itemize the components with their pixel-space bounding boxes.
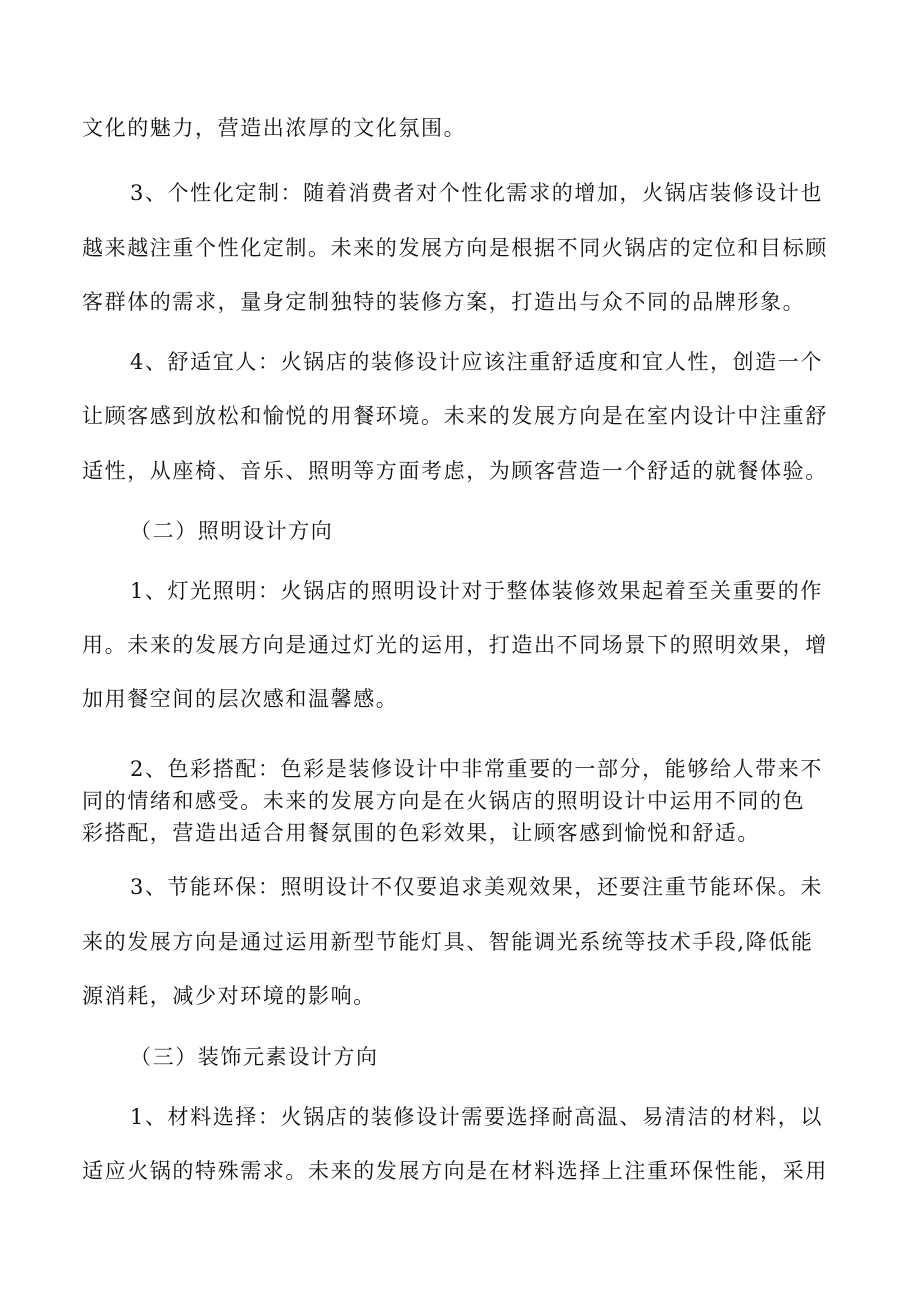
text-line: 3、个性化定制：随着消费者对个性化需求的增加，火锅店装修设计也 [130,181,823,205]
text-line: 客群体的需求，量身定制独特的装修方案，打造出与众不同的品牌形象。 [82,290,806,314]
text-line: 让顾客感到放松和愉悦的用餐环境。未来的发展方向是在室内设计中注重舒 [82,404,828,428]
text-line: 彩搭配，营造出适合用餐氛围的色彩效果，让顾客感到愉悦和舒适。 [82,821,760,845]
text-line: 文化的魅力，营造出浓厚的文化氛围。 [82,116,467,140]
text-line: 1、灯光照明：火锅店的照明设计对于整体装修效果起着至关重要的作 [130,579,823,603]
text-line: 越来越注重个性化定制。未来的发展方向是根据不同火锅店的定位和目标顾 [82,236,828,260]
text-line: 来的发展方向是通过运用新型节能灯具、智能调光系统等技术手段,降低能 [82,930,814,954]
text-line: 4、舒适宜人：火锅店的装修设计应该注重舒适度和宜人性，创造一个 [130,350,823,374]
text-line: 加用餐空间的层次感和温馨感。 [82,687,399,711]
section-heading: （二）照明设计方向 [130,519,334,543]
text-line: 3、节能环保：照明设计不仅要追求美观效果，还要注重节能环保。未 [130,875,823,899]
section-heading: （三）装饰元素设计方向 [130,1045,379,1069]
text-line: 适性，从座椅、音乐、照明等方面考虑，为顾客营造一个舒适的就餐体验。 [82,459,828,483]
text-line: 1、材料选择：火锅店的装修设计需要选择耐高温、易清洁的材料，以 [130,1105,823,1129]
text-line: 用。未来的发展方向是通过灯光的运用，打造出不同场景下的照明效果，增 [82,633,828,657]
text-line: 2、色彩搭配：色彩是装修设计中非常重要的一部分，能够给人带来不 [130,757,823,781]
text-line: 源消耗，减少对环境的影响。 [82,984,376,1008]
text-line: 同的情绪和感受。未来的发展方向是在火锅店的照明设计中运用不同的色 [82,789,806,813]
text-line: 适应火锅的特殊需求。未来的发展方向是在材料选择上注重环保性能，采用 [82,1159,828,1183]
